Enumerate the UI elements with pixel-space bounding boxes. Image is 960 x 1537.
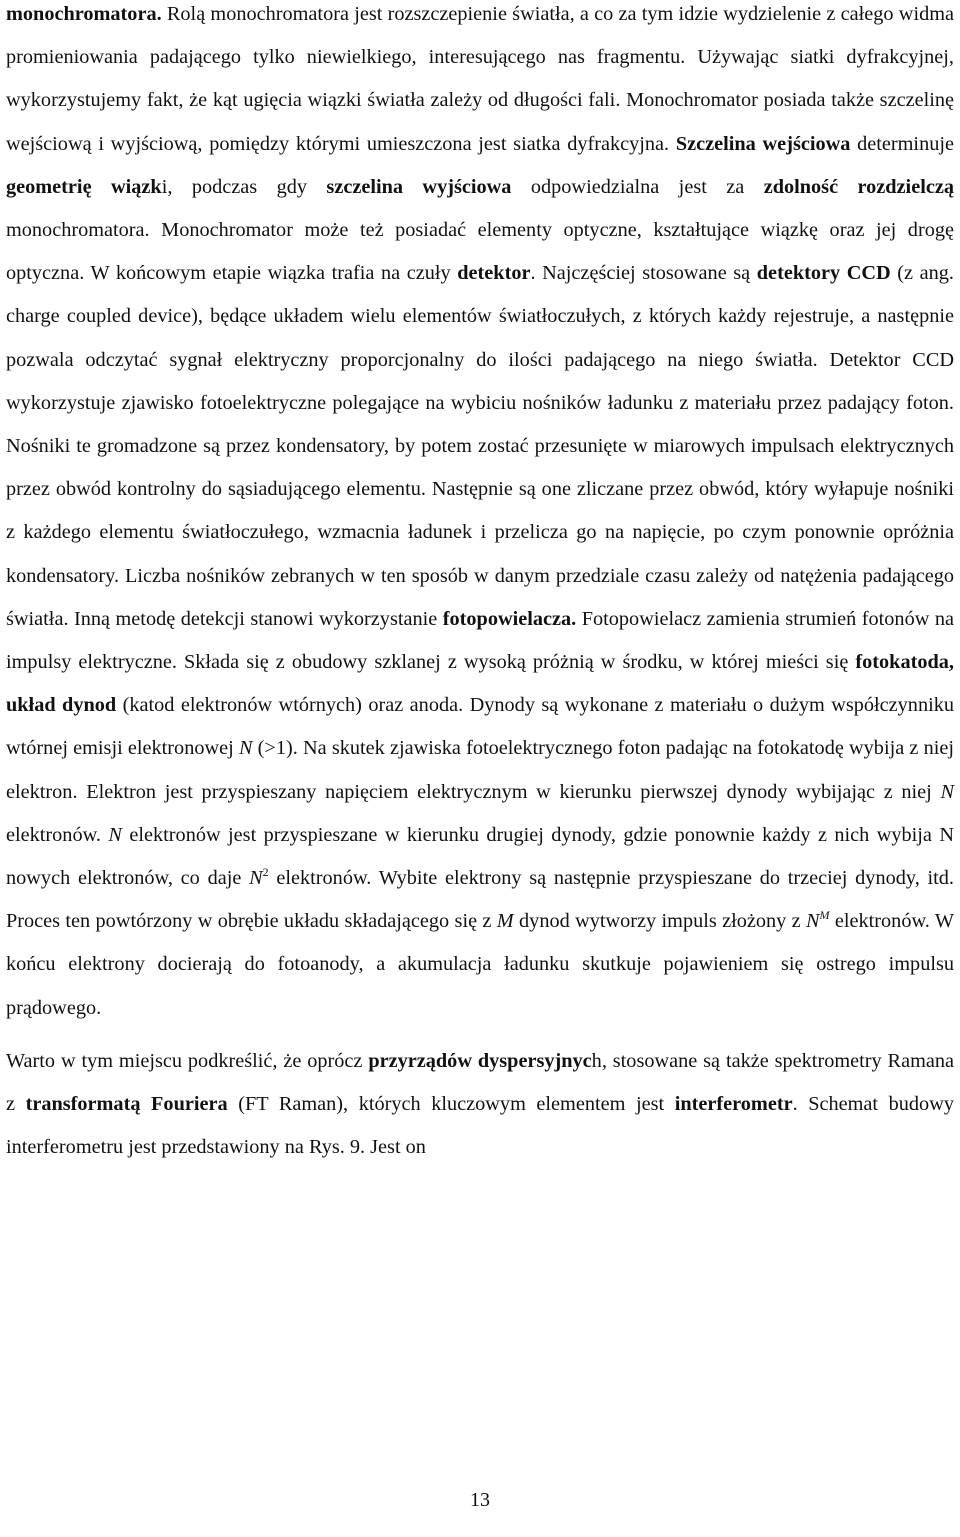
bold-term: interferometr: [674, 1093, 793, 1116]
bold-term: geometrię wiązk: [6, 175, 162, 198]
document-page: [6, 0, 954, 1169]
text-run: elektronów.: [6, 823, 109, 846]
bold-term: transformatą Fouriera: [25, 1093, 228, 1116]
italic-symbol: N: [940, 780, 954, 803]
text-run: (z ang. charge coupled device), będące układem wielu elementów światłoczułych, z których każdy rejestruje, a następnie pozwala odczytać sygnał elektryczny proporcjonalny do ilości padającego na niego światła. Detektor CCD wykorzystuje zjawisko fotoelektryczne polegające na wybiciu nośników ładunku z materiału przez padający foton. Nośniki te gromadzone są przez kondensatory, by potem zostać przesunięte w miarowych impulsach elektrycznych przez obwód kontrolny do sąsiadującego elementu. Następnie są one zliczane przez obwód, który wyłapuje nośniki z każdego elementu światłoczułego, wzmacnia ładunek i przelicza go na napięcie, po czym ponownie opróżnia kondensatory. Liczba nośników zebranych w ten sposób w danym przedziale czasu zależy od natężenia padającego światła. Inną metodę detekcji stanowi wykorzystanie: [6, 262, 954, 630]
text-run: Fotopowielacz zamienia strumień fotonów na impulsy elektryczne. Składa się z obudowy szklanej z wysoką próżnią w środku, w której mieści się: [6, 607, 954, 674]
superscript: 2: [262, 865, 269, 880]
bold-term: zdolność rozdzielczą: [763, 175, 954, 198]
italic-symbol: N: [108, 823, 122, 846]
text-run: dynod wytworzy impuls złożony z: [513, 910, 806, 933]
bold-term: Szczelina wejściowa: [675, 132, 851, 155]
bold-term: monochromatora.: [6, 3, 162, 25]
bold-term: fotopowielacza.: [442, 607, 577, 630]
text-run: (>1). Na skutek zjawiska fotoelektrycznego foton padając na fotokatodę wybija z niej elektron. Elektron jest przyspieszany napięciem elektrycznym w kierunku pierwszej dynody wybijając z niej: [6, 737, 954, 803]
bold-term: detektory CCD: [756, 262, 891, 285]
superscript: M: [819, 908, 830, 923]
text-run: (katod elektronów wtórnych) oraz anoda. Dynody są wykonane z materiału o dużym współczynniku wtórnej emisji elektronowej: [6, 694, 954, 760]
italic-symbol: N: [238, 737, 253, 760]
bold-term: detektor: [457, 262, 531, 285]
text-run: elektronów jest przyspieszane w kierunku drugiej dynody, gdzie ponownie każdy z nich wybija N nowych elektronów, co daje: [6, 823, 954, 890]
paragraph: [6, 0, 954, 1030]
text-run: i, podczas gdy: [161, 175, 327, 198]
bold-term: szczelina wyjściowa: [326, 175, 512, 198]
page-number: 13: [470, 1489, 490, 1511]
text-run: elektronów. Wybite elektrony są następnie przyspieszane do trzeciej dynody, itd. Proces ten powtórzony w obrębie układu składającego się z: [6, 867, 954, 933]
text-run: monochromatora. Monochromator może też posiadać elementy optyczne, kształtujące wiązkę oraz jej drogę optyczna. W końcowym etapie wiązka trafia na czuły: [6, 219, 954, 285]
text-run: h, stosowane są także spektrometry Ramana z: [6, 1049, 954, 1116]
italic-symbol: N: [249, 867, 263, 890]
italic-symbol: N: [806, 910, 820, 933]
paragraph: [6, 1040, 954, 1170]
text-run: determinuje: [850, 132, 954, 155]
text-run: . Najczęściej stosowane są: [530, 262, 757, 285]
text-run: Warto w tym miejscu podkreślić, że oprócz: [6, 1049, 369, 1072]
text-run: . Schemat budowy interferometru jest przedstawiony na Rys. 9. Jest on: [6, 1093, 954, 1159]
text-run: (FT Raman), których kluczowym elementem jest: [227, 1093, 675, 1116]
text-run: Rolą monochromatora jest rozszczepienie światła, a co za tym idzie wydzielenie z całego widma promieniowania padającego tylko niewielkiego, interesującego nas fragmentu. Używając siatki dyfrakcyjnej, wykorzystujemy fakt, że kąt ugięcia wiązki światła zależy od długości fali. Monochromator posiada także szczelinę wejściową i wyjściową, pomiędzy którymi umieszczona jest siatka dyfrakcyjna.: [6, 3, 954, 155]
bold-term: przyrządów dyspersyjnyc: [368, 1049, 592, 1072]
bold-term: fotokatoda, układ dynod: [6, 651, 954, 717]
text-run: elektronów. W końcu elektrony docierają do fotoanody, a akumulacja ładunku skutkuje pojawieniem się ostrego impulsu prądowego.: [6, 910, 954, 1019]
italic-symbol: M: [496, 910, 514, 933]
text-run: odpowiedzialna jest za: [511, 175, 764, 198]
